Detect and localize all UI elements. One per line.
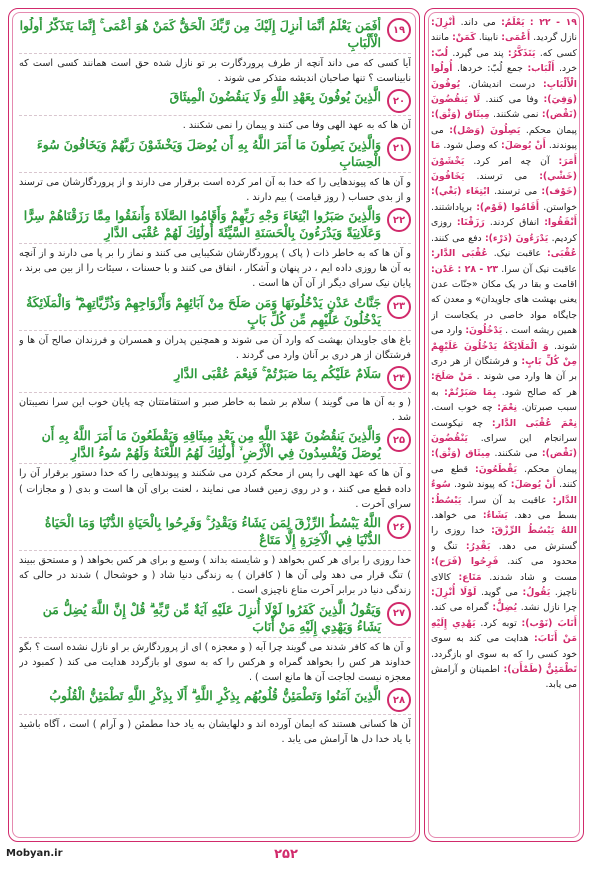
verse-translation: و آن ها که پیوندهایی را که خدا به آن امر کرده است برقرار می دارند و از پروردگارشان می ترسند و از بدی حساب ( روز قیامت ) بیم دارند . — [19, 176, 411, 203]
verse-number-badge: ۲۱ — [387, 137, 411, 161]
glossary-meaning: می ترسند. — [476, 171, 528, 183]
verse-translation: و آن ها که به خاطر ذات ( پاک ) پروردگارشان شکیبایی می کنند و نماز را بر پا می دارند و از آنچه به آن ها روزی داده ایم ، در پنهان و آشکار ، انفاق می کنند و با حسنات ، سیئات را از بین می برند ، پایان نیک سرای دیگر از آن آن ها است . — [19, 248, 411, 290]
verse-row — [19, 427, 411, 461]
verse-arabic-text: وَيَقُولُ الَّذِينَ كَفَرُوا لَوْلَا أُنزِلَ عَلَيْهِ آيَةٌ مِّن رَّبِّهِ ۗ قُلْ إِنَّ اللَّهَ يُضِلُّ مَن يَشَاءُ وَيَهْدِي إِلَيْهِ مَنْ أَنَابَ — [42, 601, 381, 634]
verse-arabic-text: الَّذِينَ آمَنُوا وَتَطْمَئِنُّ قُلُوبُهُم بِذِكْرِ اللَّهِ ۗ أَلَا بِذِكْرِ اللَّهِ تَطْمَئِنُّ الْقُلُوبُ — [49, 688, 381, 704]
glossary-meaning: اطمینان و آرامش می یابد. — [431, 664, 577, 691]
verse-row — [19, 207, 411, 241]
glossary-meaning: دفع می کنند. — [431, 232, 482, 244]
glossary-word: يُضِلُّ: — [492, 602, 517, 614]
glossary-meaning: می پیوندند. — [431, 124, 577, 152]
verse-arabic-text: وَالَّذِينَ يَنقُضُونَ عَهْدَ اللَّهِ مِن بَعْدِ مِيثَاقِهِ وَيَقْطَعُونَ مَا أَمَرَ اللَّهُ بِهِ أَن يُوصَلَ وَيُفْسِدُونَ فِي الْأَرْضِ ۙ أُولَٰئِكَ لَهُمُ اللَّعْنَةُ وَلَهُمْ سُوءُ الدَّارِ — [41, 428, 381, 461]
verse-number-badge: ۲۸ — [387, 688, 411, 712]
glossary-meaning: بسط می دهد. — [514, 510, 577, 521]
glossary-meaning: که وصل شود. — [443, 140, 498, 152]
verse-row — [19, 365, 411, 390]
verse-translation: خدا روزی را برای هر کس بخواهد ( و شایسته بداند ) وسیع و برای هر کس بخواهد ( و مستحق ببیند ) تنگ قرار می دهد ولی آن ها ( کافران ) به زندگی دنیا شاد ( و خوشحال ) شدند در حالی که زندگی دنیا در برابر آخرت متاع ناچیزی است . — [19, 555, 411, 597]
verse-number-badge: ۱۹ — [387, 18, 411, 42]
glossary-word: يَقْطَعُونَ: — [475, 463, 517, 475]
verse-block — [19, 136, 411, 205]
glossary-word: يَتَذَكَّرُ: — [507, 47, 536, 59]
glossary-meaning: نازل گردید. — [533, 32, 577, 44]
verse-arabic-text: أَفَمَن يَعْلَمُ أَنَّمَا أُنزِلَ إِلَيْكَ مِن رَّبِّكَ الْحَقُّ كَمَنْ هُوَ أَعْمَى ۚ إِنَّمَا يَتَذَكَّرُ أُولُوا الْأَلْبَابِ — [19, 18, 381, 50]
glossary-meaning: قطع می کنند. — [431, 463, 577, 491]
glossary-section — [431, 264, 577, 691]
glossary-word: وَ الْمَلَائِكَةُ يَدْخُلُونَ عَلَيْهِمْ مِنْ كُلِّ بَابٍ: — [431, 340, 577, 367]
glossary-word: مِيثَاق (وَثْق): — [431, 448, 491, 460]
verse-divider — [19, 714, 411, 715]
glossary-meaning: پیمان محکم. — [525, 124, 577, 136]
glossary-meaning: روزی کردیم. — [431, 217, 577, 244]
verse-divider — [19, 115, 411, 116]
glossary-meaning: می خواهد. — [431, 510, 477, 521]
glossary-word: كَمَنْ: — [452, 32, 476, 44]
verse-divider — [19, 550, 411, 551]
glossary-meaning: وفا می کنند. — [485, 94, 539, 106]
glossary-word: يُوفُونَ (وَفِيَ): — [431, 78, 577, 106]
glossary-word: اللهُ يَبْسُطُ الرِّزْقَ: — [491, 525, 577, 537]
verse-arabic-text: جَنَّاتُ عَدْنٍ يَدْخُلُونَهَا وَمَن صَلَحَ مِنْ آبَائِهِمْ وَأَزْوَاجِهِمْ وَذُرِّيَّاتِهِمْ ۖ وَالْمَلَائِكَةُ يَدْخُلُونَ عَلَيْهِم مِّن كُلِّ بَابٍ — [26, 294, 381, 327]
glossary-word: يَهْدِي إِلَيْهِ مَنْ أَنَابَ: — [431, 617, 577, 645]
glossary-word: عُقْبَى الدَّار: — [431, 248, 488, 260]
verse-divider — [19, 392, 411, 393]
glossary-word: أَنْفَقُوا: — [544, 217, 577, 229]
glossary-word: یَعْلَمُ: — [501, 17, 525, 28]
glossary-meaning: نابینا. — [478, 32, 499, 44]
glossary-word: نِعْمَ: — [497, 402, 518, 414]
verse-divider — [19, 243, 411, 244]
verse-translation: آیا کسی که می داند آنچه از طرف پروردگارت بر تو نازل شده حق است همانند کسی است که نابیناست ؟ تنها صاحبان اندیشه متذکر می شوند . — [19, 58, 411, 85]
glossary-entry — [448, 48, 535, 59]
verse-number-badge: ۲۵ — [387, 428, 411, 452]
glossary-word: أَلْبَاب: — [527, 63, 555, 75]
glossary-entry — [452, 63, 554, 74]
glossary-entry — [485, 217, 577, 228]
glossary-word: أَنْ يُوصَلَ: — [510, 479, 556, 491]
glossary-entry — [440, 140, 546, 151]
verses-panel — [8, 8, 420, 842]
glossary-word: يَشَاءُ: — [482, 510, 508, 521]
glossary-entry — [476, 587, 550, 598]
glossary-panel — [424, 8, 584, 842]
glossary-word: أَقَامُوا (قَوْم): — [476, 201, 540, 213]
glossary-meaning: هر که صالح شود. — [501, 386, 577, 398]
glossary-word: فَرِحُوا (فَرَح): — [431, 556, 499, 568]
verse-arabic-text: وَالَّذِينَ صَبَرُوا ابْتِغَاءَ وَجْهِ رَبِّهِمْ وَأَقَامُوا الصَّلَاةَ وَأَنفَقُوا مِمَّا رَزَقْنَاهُمْ سِرًّا وَعَلَانِيَةً وَيَدْرَءُونَ بِالْحَسَنَةِ السَّيِّئَةَ أُولَٰئِكَ لَهُمْ عُقْبَى الدَّارِ — [23, 208, 381, 241]
glossary-meaning: انفاق کردند. — [489, 217, 540, 229]
verse-divider — [19, 53, 411, 54]
verse-number-badge: ۲۴ — [387, 366, 411, 390]
glossary-entry — [455, 17, 524, 28]
verse-translation: باغ های جاویدان بهشت که وارد آن می شوند و همچنین پدران و همسران و فرزندان صالح آن ها و فرشتگان از هر دری بر آنان وارد می گردند . — [19, 334, 411, 361]
glossary-meaning: توبه کرد. — [480, 617, 517, 629]
verse-row — [19, 17, 411, 51]
verse-block — [19, 17, 411, 86]
glossary-meaning: می داند. — [460, 17, 496, 28]
verse-block — [19, 294, 411, 363]
verse-translation: آن ها که به عهد الهی وفا می کنند و پیمان را نمی شکنند . — [182, 120, 411, 132]
site-name: Mobyan.ir — [6, 848, 63, 859]
verse-translation: و آن ها که کافر شدند می گویند چرا آیه ( و معجزه ) ای از پروردگارش بر او نازل نشده است ؟ بگو خداوند هر کس را بخواهد گمراه و هرکس را که به سوی او بازگردد هدایت می کند ( کمبود در معجزه نیست لجاجت آن ها مانع است ) . — [19, 641, 411, 684]
glossary-meaning: خواستن. — [543, 201, 577, 213]
verse-block — [19, 427, 411, 512]
glossary-word: أَنْ يُوصَلَ: — [501, 140, 546, 152]
verse-block — [19, 88, 411, 133]
glossary-word: أَنَابَ (نَوْب): — [521, 617, 577, 629]
glossary-word: رَزَقْنَا: — [456, 217, 485, 229]
verse-translation: آن ها کسانی هستند که ایمان آورده اند و دلهایشان به یاد خدا مطمئن ( و آرام ) است ، آگاه باشید با یاد خدا دل ها آرامش می یابد . — [19, 719, 411, 746]
verse-divider — [19, 172, 411, 173]
glossary-word: ابْتِغَاء (بَغْي): — [431, 186, 490, 198]
glossary-meaning: خدا روزی را گسترش می دهد. — [431, 525, 577, 552]
glossary-meaning: پند می گیرد. — [452, 47, 504, 59]
verse-block — [19, 365, 411, 425]
verse-block — [19, 687, 411, 747]
glossary-entry — [488, 248, 577, 259]
verse-row — [19, 514, 411, 548]
glossary-word: بِمَا صَبَرْتُمْ: — [444, 386, 497, 398]
glossary-meaning: پیمان محکم. — [524, 463, 577, 475]
verse-translation: و آن ها که عهد الهی را پس از محکم کردن می شکنند و پیوندهایی را که خدا دستور برقرار آن را داده قطع می کنند ، و در روی زمین فساد می نمایند ، لعنت برای آن ها است و بدی ( و مجازات ) سرای آخرت . — [19, 468, 411, 510]
glossary-entry — [431, 233, 548, 244]
glossary-meaning: کالای ناچیز. — [431, 571, 577, 599]
glossary-section — [431, 17, 577, 275]
glossary-entry — [431, 402, 517, 413]
glossary-word: سُوءُ الدَّار: — [431, 479, 577, 506]
glossary-meaning: آن چه امر کرد. — [473, 155, 550, 167]
glossary-meaning: اقامت و بقا در یک مکان «جنّات عدن یعنی بهشت های جاویدان» و معدن که جایگاه مواد خاصی در یکجاست از همین ریشه است . — [431, 278, 577, 337]
glossary-meaning: به سبب صبرتان. — [431, 386, 577, 414]
verse-row — [19, 601, 411, 635]
verse-block — [19, 207, 411, 292]
glossary-word: عُقْبَى: — [547, 248, 577, 260]
glossary-entry — [476, 32, 530, 43]
verse-arabic-text: وَالَّذِينَ يَصِلُونَ مَا أَمَرَ اللَّهُ بِهِ أَن يُوصَلَ وَيَخْشَوْنَ رَبَّهُمْ وَيَخَافُونَ سُوءَ الْحِسَابِ — [36, 136, 381, 169]
glossary-word: عَدْن: — [431, 263, 455, 275]
glossary-word: يَصِلُونَ (وَصْل): — [449, 124, 521, 136]
glossary-word: مَا أَمَرَ: — [431, 140, 577, 167]
glossary-word: يَبْسُطُ: — [431, 494, 462, 506]
glossary-word: لُبّ: — [431, 47, 449, 59]
glossary-meaning: عاقبت بد آن سرا. — [467, 494, 547, 506]
glossary-meaning: نمی شکنند. — [493, 109, 539, 121]
glossary-meaning: مانند کسی که. — [431, 32, 577, 59]
glossary-meaning: عاقبت نیک. — [493, 248, 542, 260]
glossary-meaning: می گوید. — [480, 587, 518, 599]
glossary-word: يَدْخُلُونَ: — [465, 325, 503, 337]
verse-number-badge: ۲۲ — [387, 208, 411, 232]
glossary-entry — [431, 510, 508, 521]
glossary-meaning: چه خوب است. — [431, 402, 493, 414]
glossary-word: مَنْ صَلَحَ: — [431, 371, 473, 383]
verse-arabic-text: اللَّهُ يَبْسُطُ الرِّزْقَ لِمَن يَشَاءُ وَيَقْدِرُ ۚ وَفَرِحُوا بِالْحَيَاةِ الدُّنْيَا وَمَا الْحَيَاةُ الدُّنْيَا فِي الْآخِرَةِ إِلَّا مَتَاعٌ — [44, 515, 381, 548]
glossary-meaning: برپاداشتند. — [431, 201, 473, 213]
glossary-word: يَقْدِرُ: — [465, 540, 491, 552]
glossary-word: لَوْلَا أُنْزِلَ: — [431, 587, 477, 599]
verse-block — [19, 514, 411, 599]
glossary-word: تَطْمَئِنُّ (طَمْأَن): — [503, 664, 577, 676]
glossary-meaning: وارد می شوند. — [431, 325, 577, 352]
verse-row — [19, 687, 411, 712]
verse-translation: ( و به آن ها می گویند ) سلام بر شما به خاطر صبر و استقامتتان چه پایان خوب این سرا نصیبتان شد . — [19, 397, 411, 424]
glossary-meaning: گمراه می کند. — [431, 602, 489, 614]
glossary-entry — [476, 618, 577, 629]
verse-number-badge: ۲۷ — [387, 602, 411, 626]
verse-row — [19, 136, 411, 170]
verse-row — [19, 294, 411, 328]
glossary-meaning: و فرشتگان از هر دری بر آن ها وارد می شوند . — [431, 355, 577, 383]
page-number: ۲۵۲ — [274, 847, 298, 862]
verses-list — [19, 17, 411, 833]
glossary-verse-range: ۱۹ - ۲۲ : — [529, 17, 577, 28]
glossary-meaning: چرا نازل نشد. — [520, 602, 577, 614]
glossary-entry — [431, 664, 577, 690]
verse-arabic-text: الَّذِينَ يُوفُونَ بِعَهْدِ اللَّهِ وَلَا يَنقُضُونَ الْمِيثَاقَ — [169, 89, 381, 105]
glossary-entry — [431, 602, 517, 613]
glossary-word: يَخْشَوْنَ (خَشْي): — [431, 155, 577, 183]
glossary-word: نِعْمَ عُقْبَى الدَّار: — [491, 417, 577, 429]
glossary-word: مِيثَاق (وَثْق): — [431, 109, 490, 121]
verse-number-badge: ۲۰ — [387, 89, 411, 113]
glossary-word: يَقُولُ: — [522, 587, 551, 599]
glossary-word: لَا يَنقُضُونَ (نَقْض): — [431, 94, 577, 121]
glossary-word: يَخَافُونَ (خَوْف): — [431, 171, 577, 198]
verse-divider — [19, 637, 411, 638]
verse-divider — [19, 330, 411, 331]
verse-divider — [19, 463, 411, 464]
glossary-meaning: که پیوند شود. — [454, 479, 508, 491]
glossary-word: أُنْزِلَ: — [431, 17, 456, 28]
glossary-meaning: مست و شاد شدند. — [489, 571, 577, 583]
verse-arabic-text: سَلَامٌ عَلَيْكُم بِمَا صَبَرْتُمْ ۚ فَنِعْمَ عُقْبَى الدَّارِ — [174, 366, 381, 382]
glossary-meaning: هدایت می کند به سوی خود کسی را که به سوی او بازگردد. — [431, 633, 577, 660]
glossary-entry — [451, 479, 556, 490]
glossary-word: مَتَاع: — [458, 571, 482, 583]
verse-number-badge: ۲۶ — [387, 515, 411, 539]
glossary-word: أَعْمَى: — [501, 32, 531, 44]
verse-row — [19, 88, 411, 113]
verse-number-badge: ۲۳ — [387, 295, 411, 319]
glossary-meaning: درست اندیشان. — [468, 78, 536, 90]
glossary-meaning: می ترسند. — [494, 186, 538, 198]
glossary-meaning: عاقبت نیک آن سرا. — [501, 263, 577, 275]
glossary-list — [431, 15, 577, 835]
glossary-verse-range: ۲۳ - ۲۸ : — [457, 263, 499, 275]
glossary-entry — [431, 202, 539, 213]
glossary-meaning: چه نیکوست سرانجام این سرای. — [431, 417, 577, 444]
glossary-meaning: خرد. — [559, 63, 577, 75]
glossary-meaning: تنگ و محدود می کند. — [431, 540, 577, 568]
glossary-meaning: می شکنند. — [494, 448, 538, 460]
glossary-word: يَنْقُضُونَ (نَقْض): — [431, 432, 577, 460]
glossary-meaning: جمع لُبّ: خردها. — [457, 63, 523, 75]
verse-block — [19, 601, 411, 686]
glossary-word: أُولُوا الْأَلْبَابِ: — [431, 63, 577, 90]
glossary-word: يَدْرَءُونَ (دَرْء): — [484, 232, 549, 244]
